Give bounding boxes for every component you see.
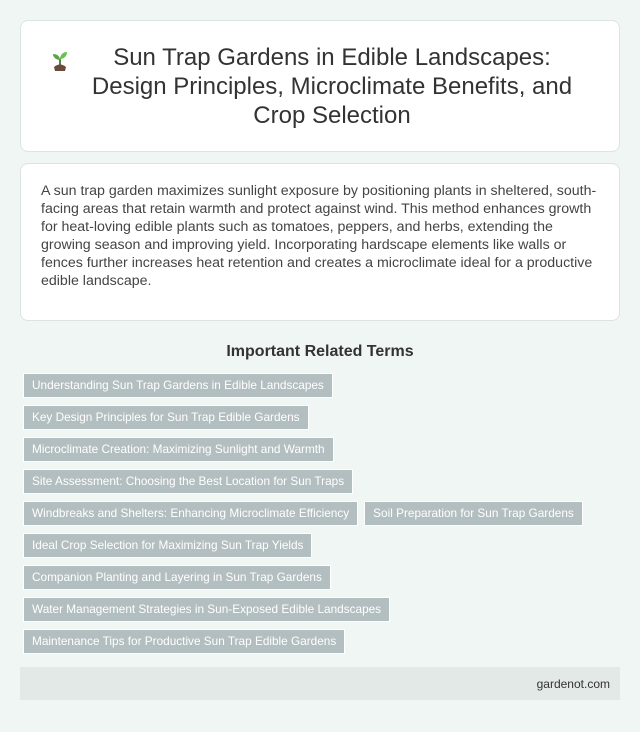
summary-text: A sun trap garden maximizes sunlight exposure by positioning plants in sheltered, south-facing areas that retain warmth and protect against wind. This method enhances growth for heat-loving edible plants such as tomatoes, peppers, and herbs, extending the growing season and improving yield. Incorporating hardscape elements like walls or fences further increases heat retention and creates a microclimate ideal for a productive edible landscape. (41, 183, 597, 289)
term-chip[interactable]: Soil Preparation for Sun Trap Gardens (364, 501, 583, 526)
summary-card (20, 163, 620, 321)
term-chip[interactable]: Windbreaks and Shelters: Enhancing Microclimate Efficiency (23, 501, 358, 526)
seedling-icon (47, 47, 73, 73)
term-chip[interactable]: Maintenance Tips for Productive Sun Trap Edible Gardens (23, 629, 345, 654)
term-chip[interactable]: Companion Planting and Layering in Sun Trap Gardens (23, 565, 331, 590)
term-chip[interactable]: Ideal Crop Selection for Maximizing Sun Trap Yields (23, 533, 312, 558)
footer (20, 667, 620, 700)
footer-site[interactable]: gardenot.com (536, 676, 610, 691)
page-title: Sun Trap Gardens in Edible Landscapes: Design Principles, Microclimate Benefits, and Crop Selection (91, 43, 573, 129)
term-chip[interactable]: Water Management Strategies in Sun-Exposed Edible Landscapes (23, 597, 390, 622)
term-chip[interactable]: Key Design Principles for Sun Trap Edible Gardens (23, 405, 309, 430)
term-chip[interactable]: Site Assessment: Choosing the Best Location for Sun Traps (23, 469, 353, 494)
related-terms-heading: Important Related Terms (226, 343, 414, 360)
term-chip[interactable]: Microclimate Creation: Maximizing Sunlight and Warmth (23, 437, 334, 462)
term-chip[interactable]: Understanding Sun Trap Gardens in Edible Landscapes (23, 373, 333, 398)
title-card (20, 20, 620, 152)
related-terms-list (20, 373, 620, 661)
